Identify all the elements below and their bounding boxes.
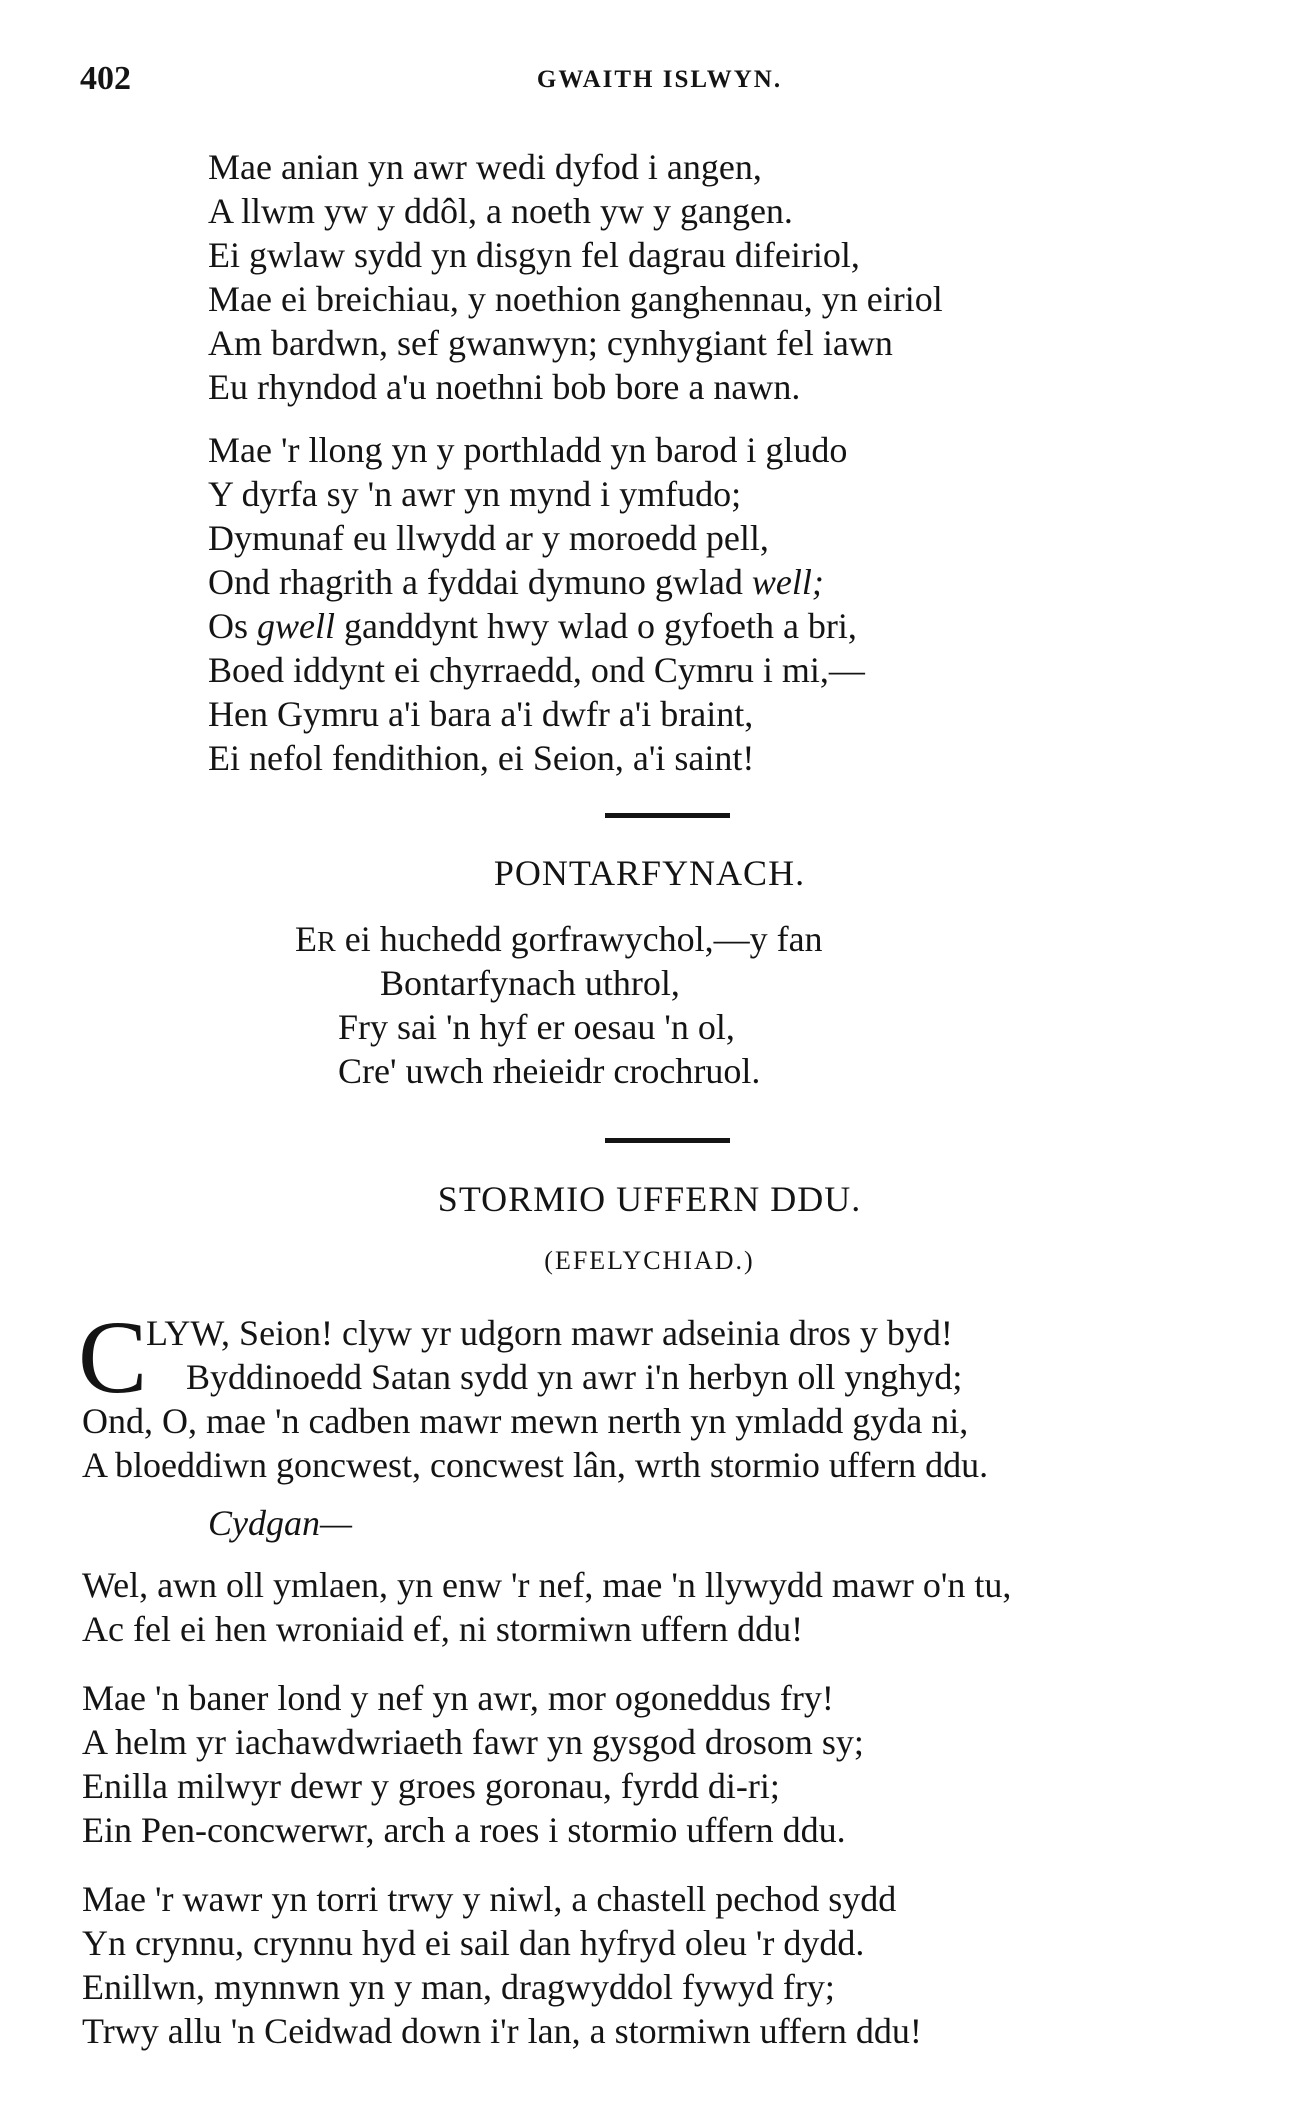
- verse-text: ei huchedd gorfrawychol,—y fan: [335, 919, 823, 959]
- verse-line: Trwy allu 'n Ceidwad down i'r lan, a stormiwn uffern ddu!: [82, 2011, 922, 2051]
- verse-line: Mae 'n baner lond y nef yn awr, mor ogoneddus fry!: [82, 1678, 834, 1718]
- verse-line: Y dyrfa sy 'n awr yn mynd i ymfudo;: [208, 474, 742, 514]
- verse-line: Ei nefol fendithion, ei Seion, a'i saint!: [208, 738, 755, 778]
- verse-line: A helm yr iachawdwriaeth fawr yn gysgod drosom sy;: [82, 1722, 864, 1762]
- verse-line: Ei gwlaw sydd yn disgyn fel dagrau difeiriol,: [208, 235, 860, 275]
- verse-line: Ac fel ei hen wroniaid ef, ni stormiwn uffern ddu!: [82, 1609, 804, 1649]
- verse-line: Mae 'r wawr yn torri trwy y niwl, a chastell pechod sydd: [82, 1879, 897, 1919]
- small-caps-letters: R: [317, 927, 336, 958]
- verse-line: Hen Gymru a'i bara a'i dwfr a'i braint,: [208, 694, 754, 734]
- running-title: GWAITH ISLWYN.: [536, 66, 783, 93]
- verse-line: [295, 917, 823, 965]
- verse-text: Os: [208, 606, 258, 646]
- verse-line: [208, 560, 824, 604]
- verse-line: Cre' uwch rheieidr crochruol.: [338, 1051, 761, 1091]
- verse-line: A bloeddiwn goncwest, concwest lân, wrth stormio uffern ddu.: [82, 1445, 989, 1485]
- page-number: 402: [80, 60, 131, 97]
- verse-text: Ond rhagrith a fyddai dymuno gwlad: [208, 562, 752, 602]
- verse-line: Ein Pen-concwerwr, arch a roes i stormio uffern ddu.: [82, 1810, 846, 1850]
- verse-line: Bontarfynach uthrol,: [380, 963, 680, 1003]
- verse-line: Ond, O, mae 'n cadben mawr mewn nerth yn ymladd gyda ni,: [82, 1401, 969, 1441]
- verse-line: A llwm yw y ddôl, a noeth yw y gangen.: [208, 191, 793, 231]
- verse-line: Boed iddynt ei chyrraedd, ond Cymru i mi,—: [208, 650, 865, 690]
- section-subtitle: (EFELYCHIAD.): [544, 1246, 755, 1275]
- drop-cap: C: [78, 1300, 148, 1415]
- section-title-stormio: STORMIO UFFERN DDU.: [437, 1179, 862, 1219]
- verse-line: Enilla milwyr dewr y groes goronau, fyrdd di-ri;: [82, 1766, 780, 1806]
- initial-letter: E: [295, 919, 317, 959]
- section-divider: [605, 1138, 730, 1143]
- section-divider: [605, 813, 730, 818]
- verse-line: Dymunaf eu llwydd ar y moroedd pell,: [208, 518, 769, 558]
- verse-line: [208, 604, 857, 648]
- verse-line: Yn crynnu, crynnu hyd ei sail dan hyfryd oleu 'r dydd.: [82, 1923, 865, 1963]
- verse-italic: gwell: [257, 606, 336, 646]
- section-title-pontarfynach: PONTARFYNACH.: [493, 853, 806, 893]
- verse-line: Mae 'r llong yn y porthladd yn barod i gludo: [208, 430, 848, 470]
- verse-line: Mae anian yn awr wedi dyfod i angen,: [208, 147, 762, 187]
- chorus-label: Cydgan—: [208, 1503, 352, 1543]
- verse-line: Mae ei breichiau, y noethion ganghennau, yn eiriol: [208, 279, 943, 319]
- verse-line: LYW, Seion! clyw yr udgorn mawr adseinia dros y byd!: [146, 1313, 953, 1353]
- page-header: [80, 60, 1239, 100]
- verse-line: Enillwn, mynnwn yn y man, dragwyddol fywyd fry;: [82, 1967, 835, 2007]
- verse-line: Fry sai 'n hyf er oesau 'n ol,: [338, 1007, 735, 1047]
- verse-line: Eu rhyndod a'u noethni bob bore a nawn.: [208, 367, 801, 407]
- verse-italic: well;: [751, 562, 824, 602]
- verse-line: Wel, awn oll ymlaen, yn enw 'r nef, mae 'n llywydd mawr o'n tu,: [82, 1565, 1012, 1605]
- verse-text: ganddynt hwy wlad o gyfoeth a bri,: [335, 606, 857, 646]
- verse-line: Byddinoedd Satan sydd yn awr i'n herbyn oll ynghyd;: [186, 1357, 963, 1397]
- verse-line: Am bardwn, sef gwanwyn; cynhygiant fel iawn: [208, 323, 893, 363]
